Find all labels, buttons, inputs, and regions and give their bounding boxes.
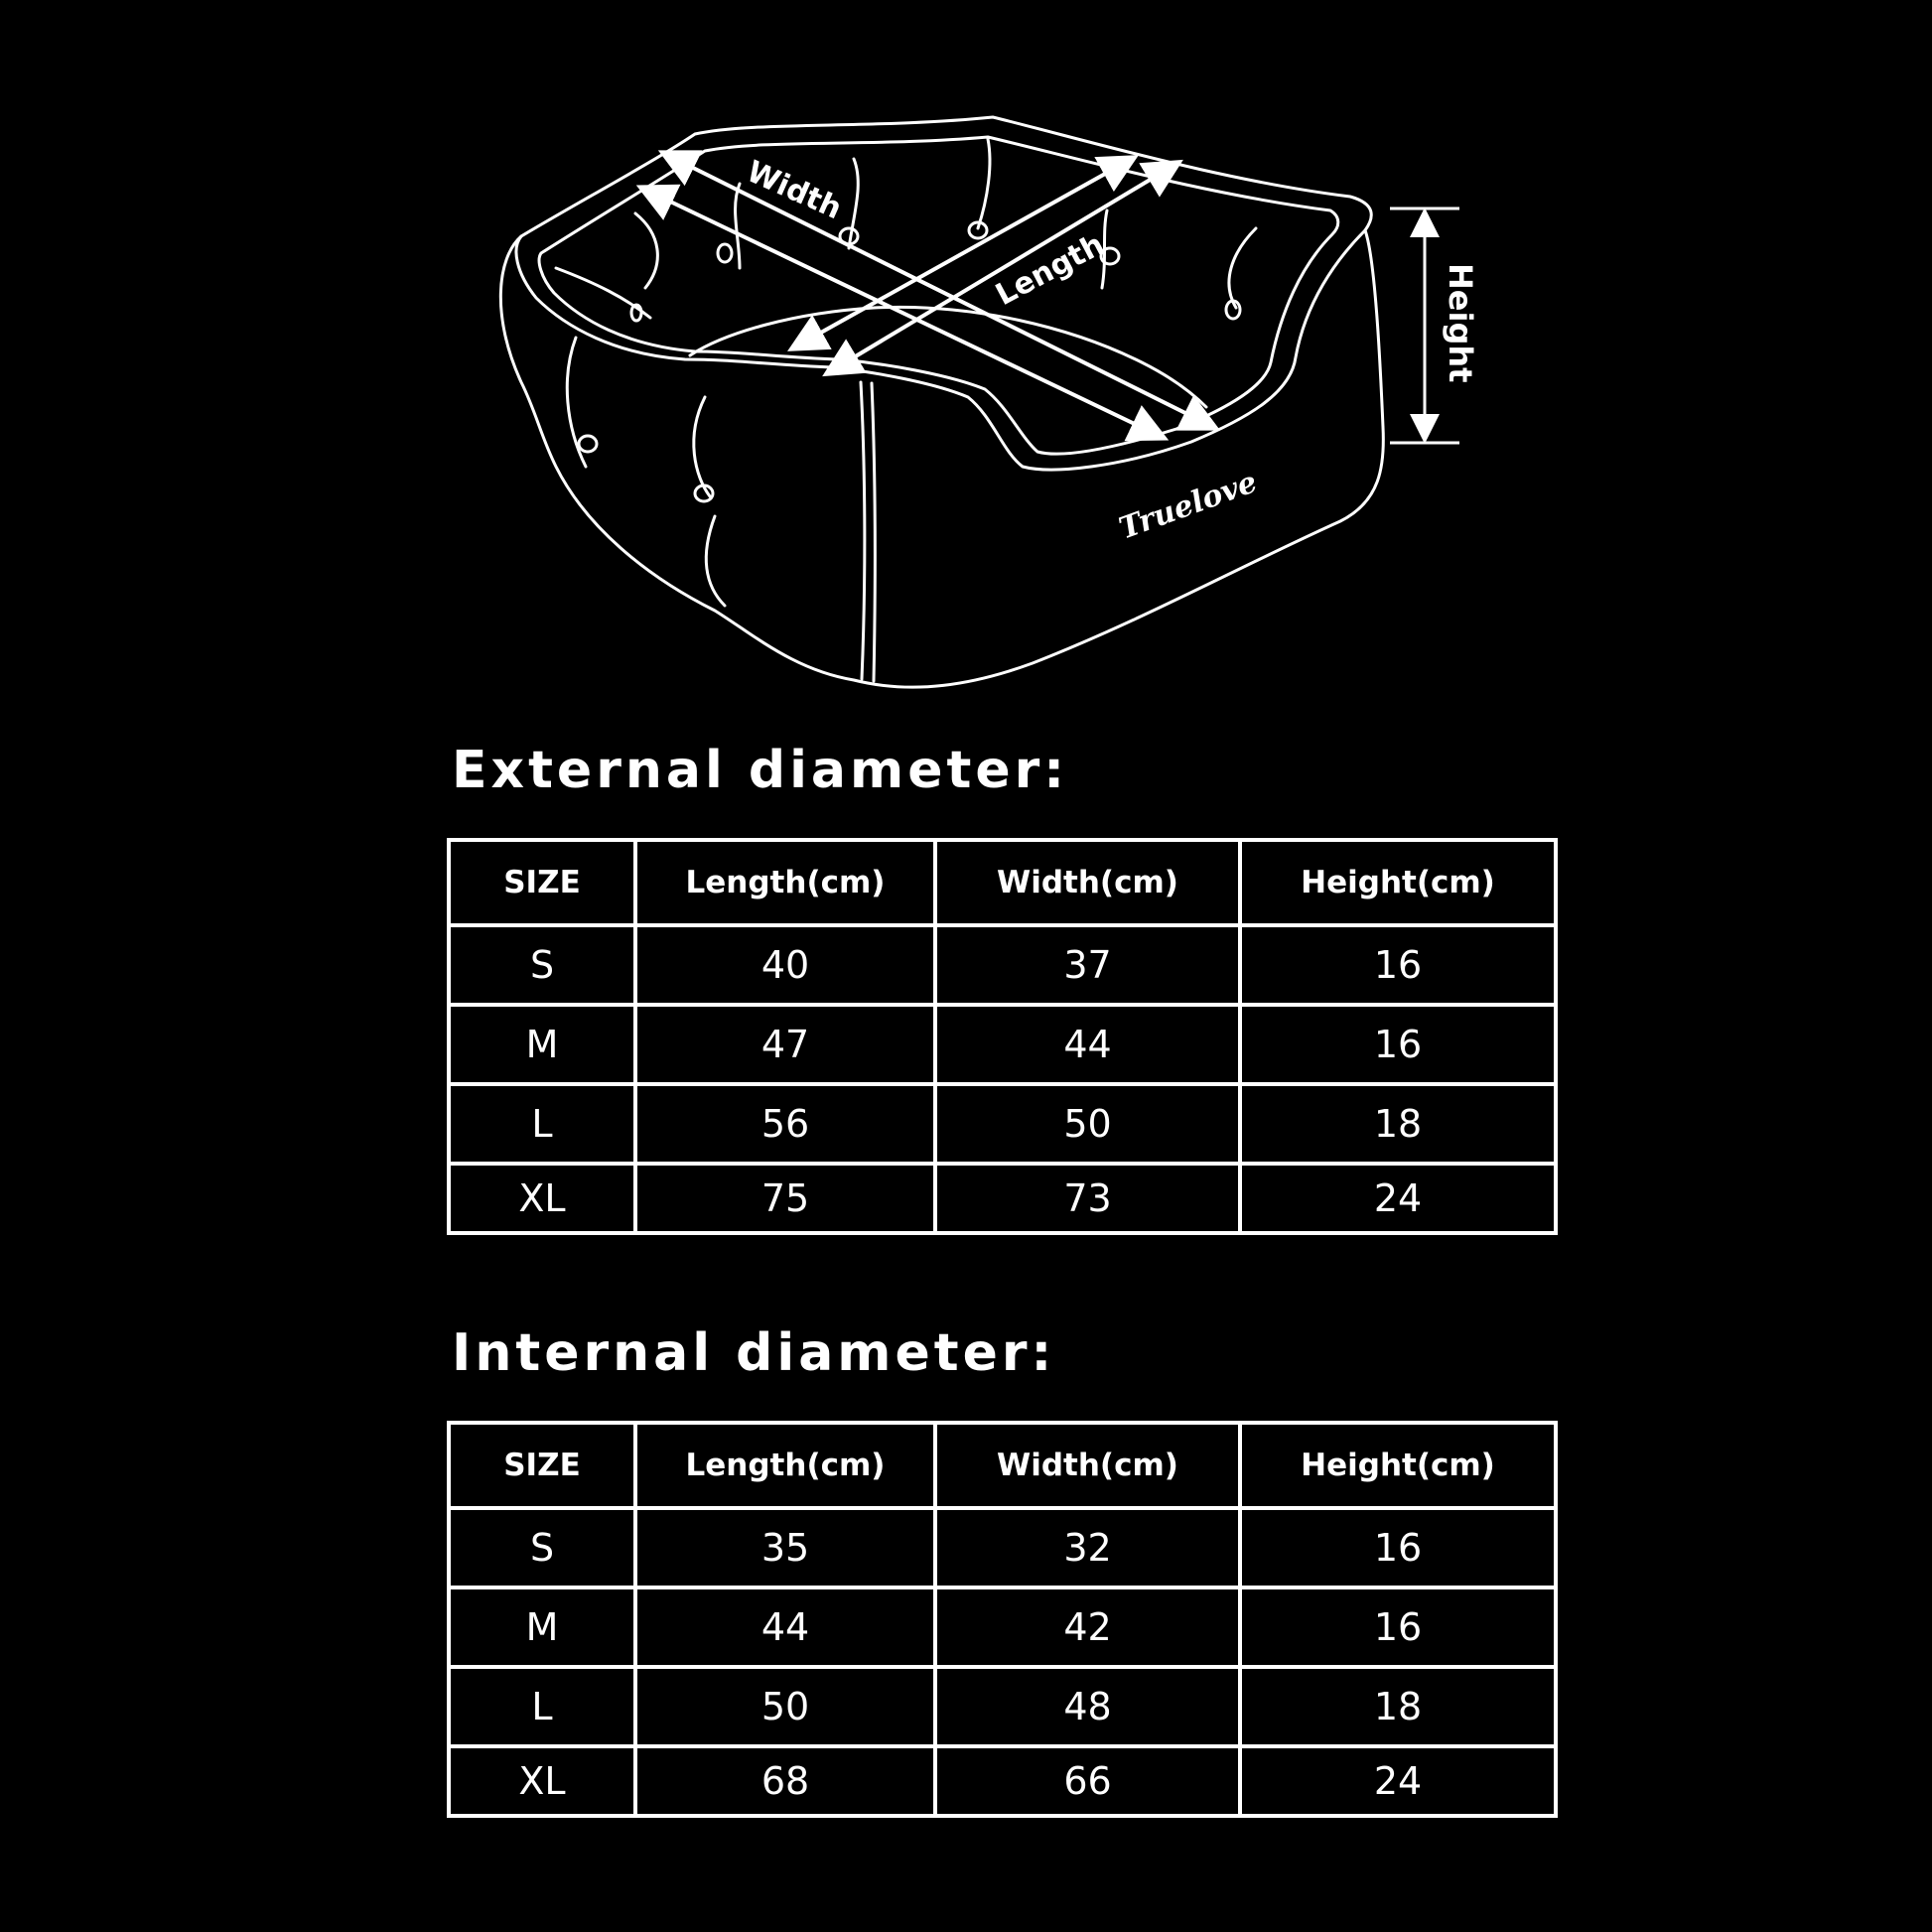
external-diameter-title: External diameter: bbox=[452, 741, 1069, 800]
width-cell: 73 bbox=[935, 1164, 1240, 1233]
size-cell: S bbox=[449, 1508, 635, 1587]
brand-label: Truelove bbox=[1114, 465, 1262, 547]
table-header-row bbox=[449, 1423, 1556, 1508]
header-height: Height(cm) bbox=[1240, 840, 1556, 925]
header-width: Width(cm) bbox=[935, 1423, 1240, 1508]
height-cell: 16 bbox=[1240, 1005, 1556, 1084]
length-cell: 56 bbox=[635, 1084, 935, 1164]
length-label: Length bbox=[990, 226, 1110, 314]
header-length: Length(cm) bbox=[635, 1423, 935, 1508]
width-cell: 32 bbox=[935, 1508, 1240, 1587]
internal-diameter-title: Internal diameter: bbox=[452, 1323, 1056, 1383]
width-cell: 44 bbox=[935, 1005, 1240, 1084]
height-cell: 24 bbox=[1240, 1746, 1556, 1816]
external-size-table bbox=[447, 838, 1558, 1235]
table-row bbox=[449, 1005, 1556, 1084]
height-label: Height bbox=[1442, 263, 1479, 383]
table-row bbox=[449, 1667, 1556, 1746]
header-height: Height(cm) bbox=[1240, 1423, 1556, 1508]
table-row bbox=[449, 1587, 1556, 1667]
table-row bbox=[449, 1084, 1556, 1164]
size-cell: S bbox=[449, 925, 635, 1005]
size-cell: XL bbox=[449, 1746, 635, 1816]
measure-arrows bbox=[643, 154, 1459, 443]
height-cell: 18 bbox=[1240, 1667, 1556, 1746]
length-cell: 50 bbox=[635, 1667, 935, 1746]
size-cell: L bbox=[449, 1667, 635, 1746]
table-row bbox=[449, 925, 1556, 1005]
width-cell: 48 bbox=[935, 1667, 1240, 1746]
length-cell: 35 bbox=[635, 1508, 935, 1587]
size-cell: M bbox=[449, 1005, 635, 1084]
internal-size-table bbox=[447, 1421, 1558, 1818]
size-cell: L bbox=[449, 1084, 635, 1164]
length-cell: 68 bbox=[635, 1746, 935, 1816]
length-cell: 40 bbox=[635, 925, 935, 1005]
width-cell: 66 bbox=[935, 1746, 1240, 1816]
header-size: SIZE bbox=[449, 1423, 635, 1508]
header-length: Length(cm) bbox=[635, 840, 935, 925]
height-cell: 16 bbox=[1240, 1508, 1556, 1587]
table-row bbox=[449, 1164, 1556, 1233]
header-width: Width(cm) bbox=[935, 840, 1240, 925]
size-cell: M bbox=[449, 1587, 635, 1667]
height-cell: 24 bbox=[1240, 1164, 1556, 1233]
height-cell: 16 bbox=[1240, 925, 1556, 1005]
length-cell: 47 bbox=[635, 1005, 935, 1084]
height-cell: 16 bbox=[1240, 1587, 1556, 1667]
bed-outline bbox=[500, 117, 1383, 687]
pet-bed-diagram bbox=[0, 0, 1932, 715]
size-cell: XL bbox=[449, 1164, 635, 1233]
length-cell: 75 bbox=[635, 1164, 935, 1233]
height-cell: 18 bbox=[1240, 1084, 1556, 1164]
table-row bbox=[449, 1746, 1556, 1816]
width-label: Width bbox=[741, 154, 847, 227]
width-cell: 50 bbox=[935, 1084, 1240, 1164]
table-row bbox=[449, 1508, 1556, 1587]
width-cell: 37 bbox=[935, 925, 1240, 1005]
header-size: SIZE bbox=[449, 840, 635, 925]
table-header-row bbox=[449, 840, 1556, 925]
length-cell: 44 bbox=[635, 1587, 935, 1667]
width-cell: 42 bbox=[935, 1587, 1240, 1667]
